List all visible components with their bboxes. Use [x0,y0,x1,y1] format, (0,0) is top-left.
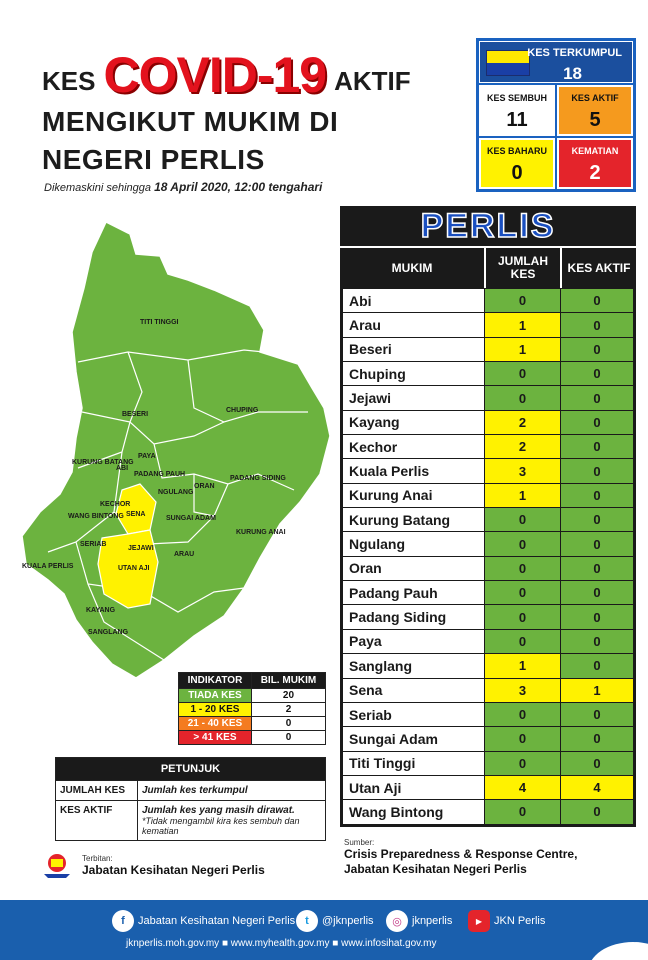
jumlah-kes-cell: 1 [484,338,560,361]
table-row [340,458,636,482]
instagram-icon: ◎ [386,910,408,932]
indicator-label: TIADA KES [179,689,252,703]
instagram-link[interactable]: ◎ jknperlis [386,910,452,932]
source-line2: Jabatan Kesihatan Negeri Perlis [344,862,527,876]
jumlah-kes-cell: 0 [484,703,560,726]
map-label: PAYA [138,453,156,460]
table-row [340,385,636,409]
map-label: KURUNG BATANG [72,459,134,466]
map-label: ABI [116,465,129,472]
kes-aktif-cell: 0 [560,435,636,458]
jumlah-kes-cell: 0 [484,362,560,385]
header-aktif: KES AKTIF [560,248,636,288]
mukim-name: Beseri [340,338,484,361]
title-line2: MENGIKUT MUKIM DI [42,106,339,137]
table-row [340,775,636,799]
footer [0,900,648,960]
map-label: ORAN [194,483,215,490]
table-row [340,410,636,434]
kes-aktif-cell: 0 [560,411,636,434]
mukim-name: Ngulang [340,532,484,555]
title-kes: KES [42,66,96,96]
indicator-count: 0 [251,717,325,731]
table-row [340,751,636,775]
legend-row: KES AKTIF Jumlah kes yang masih dirawat. *Tidak mengambil kira kes sembuh dan kematian [56,800,325,840]
legend-note: *Tidak mengambil kira kes sembuh dan kematian [142,816,300,836]
mukim-name: Chuping [340,362,484,385]
table-row [340,629,636,653]
map-label: KURUNG ANAI [236,529,286,536]
map-label: TITI TINGGI [140,319,179,326]
table-row [340,312,636,336]
publisher [40,850,265,880]
map-label: PADANG SIDING [230,475,286,482]
kes-aktif-cell: 0 [560,532,636,555]
table-row [340,507,636,531]
jumlah-kes-cell: 0 [484,752,560,775]
kes-aktif-cell: 0 [560,508,636,531]
map-label: BESERI [122,411,149,418]
jumlah-kes-cell: 0 [484,557,560,580]
header-jumlah: JUMLAH KES [484,248,560,288]
kes-aktif-cell: 0 [560,581,636,604]
kes-aktif-cell: 0 [560,654,636,677]
moh-crest-icon [40,850,74,880]
kes-aktif-cell: 0 [560,459,636,482]
title-aktif: AKTIF [334,66,411,96]
indicator-label: 1 - 20 KES [179,703,252,717]
mukim-name: Kuala Perlis [340,459,484,482]
mukim-name: Sanglang [340,654,484,677]
stat-sembuh: KES SEMBUH 11 [479,85,555,136]
mukim-name: Seriab [340,703,484,726]
jumlah-kes-cell: 0 [484,581,560,604]
updated-date: 18 April 2020, 12:00 tengahari [154,180,323,194]
map-label: WANG BINTONG [68,513,124,520]
jumlah-kes-cell: 2 [484,435,560,458]
table-row [340,580,636,604]
legend-box [55,757,326,841]
publisher-name: Jabatan Kesihatan Negeri Perlis [82,862,265,877]
kes-aktif-cell: 0 [560,605,636,628]
indicator-count: 2 [251,703,325,717]
kes-aktif-cell: 0 [560,727,636,750]
legend-title: PETUNJUK [56,758,325,780]
jumlah-kes-cell: 3 [484,679,560,702]
indicator-count: 20 [251,689,325,703]
table-row [340,361,636,385]
mukim-name: Kurung Anai [340,484,484,507]
mukim-name: Paya [340,630,484,653]
stat-baharu: KES BAHARU 0 [479,138,555,189]
map-label: PADANG PAUH [134,471,186,478]
stat-terkumpul: KES TERKUMPUL 18 [479,41,633,83]
twitter-link[interactable]: t @jknperlis [296,910,374,932]
table-row [340,604,636,628]
updated-text: Dikemaskini sehingga 18 April 2020, 12:00 tengahari [44,180,323,194]
table-row [340,653,636,677]
header-mukim: MUKIM [391,260,433,275]
perlis-map [18,212,332,682]
jumlah-kes-cell: 0 [484,289,560,312]
kes-aktif-cell: 1 [560,679,636,702]
indicator-count: 0 [251,731,325,745]
jumlah-kes-cell: 0 [484,727,560,750]
mukim-name: Kayang [340,411,484,434]
mukim-name: Utan Aji [340,776,484,799]
map-label: JEJAWI [128,545,154,552]
table-row [340,531,636,555]
jumlah-kes-cell: 0 [484,532,560,555]
table-row [340,337,636,361]
jumlah-kes-cell: 0 [484,800,560,823]
map-label: UTAN AJI [118,565,150,572]
kes-aktif-cell: 0 [560,386,636,409]
jumlah-kes-cell: 1 [484,654,560,677]
title-line3: NEGERI PERLIS [42,144,265,175]
kes-aktif-cell: 0 [560,313,636,336]
jumlah-kes-cell: 2 [484,411,560,434]
jumlah-kes-cell: 0 [484,386,560,409]
table-body [340,288,636,827]
footer-wave [588,942,648,960]
table-row [340,288,636,312]
map-label: SUNGAI ADAM [166,515,216,522]
mukim-name: Padang Siding [340,605,484,628]
jumlah-kes-cell: 1 [484,313,560,336]
mukim-name: Abi [340,289,484,312]
title-block [42,44,462,176]
stats-panel [476,38,636,192]
footer-urls[interactable]: jknperlis.moh.gov.my ■ www.myhealth.gov.my ■ www.infosihat.gov.my [126,938,437,949]
mukim-name: Jejawi [340,386,484,409]
table-row [340,434,636,458]
jumlah-kes-cell: 0 [484,508,560,531]
map-outline [22,222,330,678]
jumlah-kes-cell: 3 [484,459,560,482]
map-label: SANGLANG [88,629,129,636]
twitter-icon: t [296,910,318,932]
indicator-label: 21 - 40 KES [179,717,252,731]
indicator-table [178,672,326,745]
stat-aktif: KES AKTIF 5 [557,85,633,136]
kes-aktif-cell: 0 [560,752,636,775]
indicator-label: > 41 KES [179,731,252,745]
source-label: Sumber: [344,838,375,847]
jumlah-kes-cell: 0 [484,605,560,628]
mukim-name: Oran [340,557,484,580]
indicator-header: BIL. MUKIM [251,673,325,689]
source-line1: Crisis Preparedness & Response Centre, [344,847,578,861]
map-label: KUALA PERLIS [22,563,74,570]
facebook-link[interactable]: f Jabatan Kesihatan Negeri Perlis [112,910,295,932]
map-label: CHUPING [226,407,259,414]
mukim-name: Sena [340,679,484,702]
table-row [340,556,636,580]
kes-aktif-cell: 0 [560,630,636,653]
indicator-header: INDIKATOR [179,673,252,689]
table-row [340,483,636,507]
kes-aktif-cell: 0 [560,338,636,361]
youtube-link[interactable]: ▶ JKN Perlis [468,910,545,932]
stat-kematian: KEMATIAN 2 [557,138,633,189]
table-row [340,799,636,823]
kes-aktif-cell: 0 [560,289,636,312]
kes-aktif-cell: 0 [560,800,636,823]
mukim-name: Padang Pauh [340,581,484,604]
perlis-table [340,206,636,827]
table-row [340,702,636,726]
perlis-banner: PERLIS [340,206,636,246]
map-label: KAYANG [86,607,116,614]
perlis-flag-icon [486,50,530,76]
mukim-name: Kurung Batang [340,508,484,531]
kes-aktif-cell: 0 [560,362,636,385]
map-label: KECHOR [100,501,131,508]
table-header [340,246,636,288]
jumlah-kes-cell: 4 [484,776,560,799]
publisher-label: Terbitan: [82,853,113,863]
kes-aktif-cell: 0 [560,484,636,507]
table-row [340,726,636,750]
table-row [340,678,636,702]
title-covid: COVID-19 [103,47,327,103]
map-label: SENA [126,511,146,518]
map-svg [18,212,332,682]
kes-aktif-cell: 0 [560,703,636,726]
facebook-icon: f [112,910,134,932]
kes-aktif-cell: 0 [560,557,636,580]
jumlah-kes-cell: 0 [484,630,560,653]
mukim-name: Sungai Adam [340,727,484,750]
youtube-icon: ▶ [468,910,490,932]
map-label: NGULANG [158,489,194,496]
mukim-name: Wang Bintong [340,800,484,823]
map-label: ARAU [174,551,195,558]
jumlah-kes-cell: 1 [484,484,560,507]
mukim-name: Titi Tinggi [340,752,484,775]
source-block [344,838,577,877]
mukim-name: Kechor [340,435,484,458]
mukim-name: Arau [340,313,484,336]
kes-aktif-cell: 4 [560,776,636,799]
legend-row: JUMLAH KES Jumlah kes terkumpul [56,780,325,800]
map-label: SERIAB [80,541,107,548]
